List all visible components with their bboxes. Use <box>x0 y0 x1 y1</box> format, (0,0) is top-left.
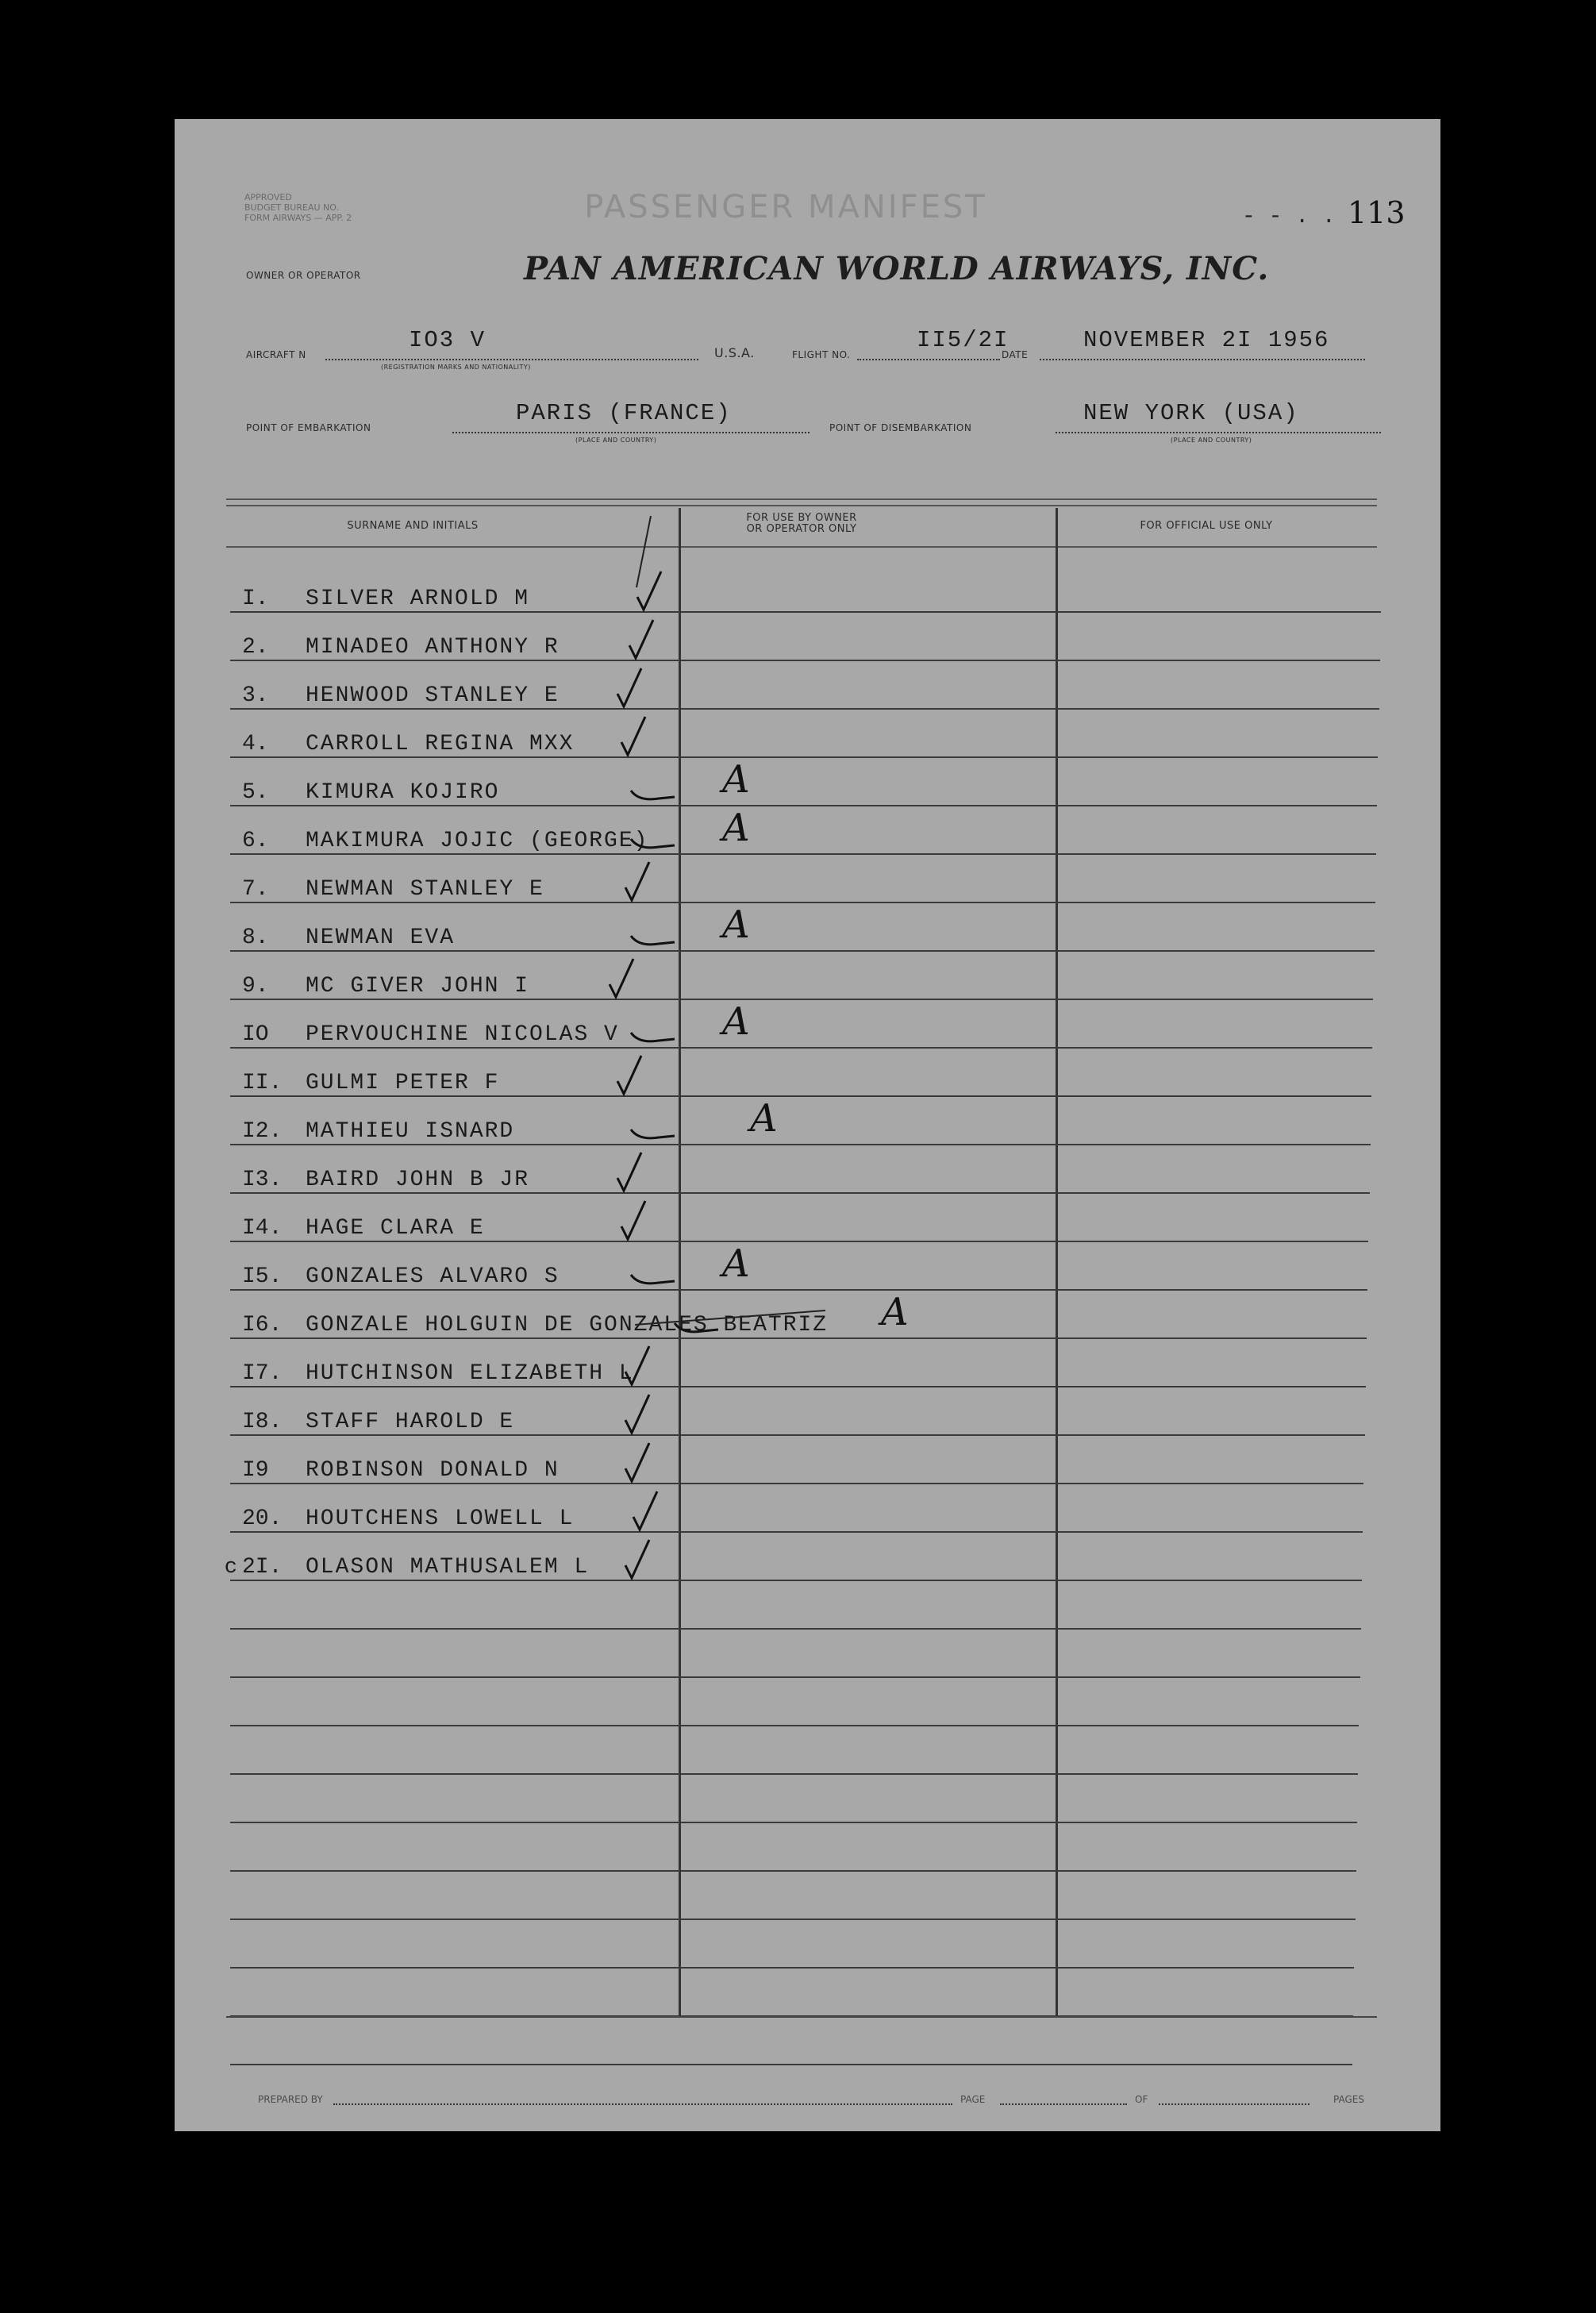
handwritten-a-mark: A <box>722 806 750 850</box>
page-number: 113 <box>1348 195 1406 230</box>
manifest-page <box>175 119 1440 2131</box>
embarkation-value: PARIS (FRANCE) <box>516 400 732 426</box>
check-mark <box>631 791 675 799</box>
column-header-owner-line: OR OPERATOR ONLY <box>746 523 857 535</box>
of-underline <box>1159 2103 1309 2105</box>
check-mark <box>610 959 633 997</box>
check-mark <box>621 1201 645 1239</box>
passenger-number: I4. <box>242 1216 283 1241</box>
passenger-number: I6. <box>242 1313 283 1337</box>
disembarkation-value: NEW YORK (USA) <box>1083 400 1299 426</box>
check-mark <box>617 1056 641 1094</box>
passenger-number: 4. <box>242 732 269 756</box>
form-ref-line: APPROVED <box>244 192 292 202</box>
check-mark <box>625 1443 649 1481</box>
passenger-name: HUTCHINSON ELIZABETH L <box>306 1361 634 1386</box>
check-mark <box>617 668 641 706</box>
passenger-number: I. <box>242 587 269 611</box>
passenger-name: CARROLL REGINA MXX <box>306 732 575 756</box>
check-mark <box>629 620 653 658</box>
passenger-number: 9. <box>242 974 269 999</box>
handwritten-a-mark: A <box>750 1096 778 1141</box>
passenger-number: I7. <box>242 1361 283 1386</box>
handwritten-a-mark: A <box>722 999 750 1044</box>
handwritten-a-mark: A <box>881 1290 909 1334</box>
passenger-number: 8. <box>242 926 269 950</box>
handwritten-a-mark: A <box>722 757 750 802</box>
table-bottom-rule <box>226 2016 1377 2018</box>
passenger-name: NEWMAN STANLEY E <box>306 877 544 902</box>
date-label: DATE <box>1002 349 1029 360</box>
passenger-name: KIMURA KOJIRO <box>306 780 500 805</box>
form-ref-line: FORM AIRWAYS — APP. 2 <box>244 213 352 223</box>
embarkation-label: POINT OF EMBARKATION <box>246 422 371 433</box>
check-mark <box>636 516 651 587</box>
passenger-number: 2. <box>242 635 269 660</box>
aircraft-value: IO3 V <box>409 327 486 353</box>
handwritten-a-mark: A <box>722 902 750 947</box>
passenger-name: PERVOUCHINE NICOLAS V <box>306 1022 619 1047</box>
passenger-name: MATHIEU ISNARD <box>306 1119 515 1144</box>
check-mark <box>625 1540 649 1578</box>
passenger-name: STAFF HAROLD E <box>306 1410 515 1434</box>
aircraft-sublabel: (REGISTRATION MARKS AND NATIONALITY) <box>381 364 531 371</box>
check-mark <box>621 717 645 755</box>
passenger-name: BAIRD JOHN B JR <box>306 1168 530 1192</box>
flight-value: II5/2I <box>917 327 1010 353</box>
passenger-name: MAKIMURA JOJIC (GEORGE) <box>306 829 649 853</box>
owner-label: OWNER OR OPERATOR <box>246 270 361 281</box>
corner-mark: - - . . <box>1242 205 1336 229</box>
column-header-official: FOR OFFICIAL USE ONLY <box>1140 520 1273 532</box>
passenger-number: I8. <box>242 1410 283 1434</box>
check-mark <box>631 1130 675 1138</box>
manifest-title: PASSENGER MANIFEST <box>584 189 987 225</box>
passenger-name: HENWOOD STANLEY E <box>306 683 560 708</box>
check-mark <box>631 1033 675 1041</box>
disembarkation-label: POINT OF DISEMBARKATION <box>829 422 972 433</box>
passenger-name: ROBINSON DONALD N <box>306 1458 560 1483</box>
passenger-number: I2. <box>242 1119 283 1144</box>
page-label: PAGE <box>960 2094 986 2105</box>
passenger-name: MINADEO ANTHONY R <box>306 635 560 660</box>
passenger-name: GONZALE HOLGUIN DE GONZALES BEATRIZ <box>306 1313 829 1337</box>
of-label: OF <box>1135 2094 1148 2105</box>
pages-label: PAGES <box>1333 2094 1364 2105</box>
check-mark <box>617 1153 641 1191</box>
check-mark <box>625 1346 649 1384</box>
check-mark <box>631 936 675 945</box>
embarkation-sublabel: (PLACE AND COUNTRY) <box>575 437 657 444</box>
strike-through-mark <box>635 1310 825 1325</box>
check-mark <box>625 862 649 900</box>
usa-label: U.S.A. <box>714 345 755 360</box>
passenger-number: 20. <box>242 1507 283 1531</box>
handwritten-a-mark: A <box>722 1241 750 1286</box>
passenger-number: 6. <box>242 829 269 853</box>
handwritten-check-marks <box>175 119 1440 2131</box>
column-header-name: SURNAME AND INITIALS <box>347 520 479 532</box>
passenger-number: IO <box>242 1022 269 1047</box>
passenger-name: MC GIVER JOHN I <box>306 974 530 999</box>
check-mark <box>675 1323 718 1332</box>
passenger-number: I3. <box>242 1168 283 1192</box>
date-value: NOVEMBER 2I 1956 <box>1083 327 1330 353</box>
passenger-number: 3. <box>242 683 269 708</box>
passenger-name: GULMI PETER F <box>306 1071 500 1095</box>
check-mark <box>637 572 661 610</box>
check-mark <box>631 839 675 848</box>
check-mark <box>625 1395 649 1433</box>
passenger-number: I9 <box>242 1458 269 1483</box>
form-ref-line: BUDGET BUREAU NO. <box>244 202 339 213</box>
disembarkation-sublabel: (PLACE AND COUNTRY) <box>1171 437 1252 444</box>
passenger-name: NEWMAN EVA <box>306 926 456 950</box>
check-mark <box>633 1491 657 1530</box>
passenger-number: 7. <box>242 877 269 902</box>
prepared-by-label: PREPARED BY <box>258 2094 323 2105</box>
prepared-by-underline <box>333 2103 952 2105</box>
passenger-name: GONZALES ALVARO S <box>306 1264 560 1289</box>
passenger-number: 2I. <box>242 1555 283 1580</box>
aircraft-label: AIRCRAFT N <box>246 349 306 360</box>
column-header-owner-line: FOR USE BY OWNER <box>746 512 857 524</box>
airline-name: PAN AMERICAN WORLD AIRWAYS, INC. <box>524 250 1270 287</box>
flight-label: FLIGHT NO. <box>792 349 851 360</box>
passenger-name: HOUTCHENS LOWELL L <box>306 1507 575 1531</box>
passenger-number: 5. <box>242 780 269 805</box>
page-underline <box>1000 2103 1127 2105</box>
passenger-number: I5. <box>242 1264 283 1289</box>
row-prefix: c <box>224 1556 237 1580</box>
passenger-name: OLASON MATHUSALEM L <box>306 1555 590 1580</box>
check-mark <box>631 1275 675 1284</box>
passenger-number: II. <box>242 1071 283 1095</box>
passenger-name: SILVER ARNOLD M <box>306 587 530 611</box>
passenger-name: HAGE CLARA E <box>306 1216 485 1241</box>
